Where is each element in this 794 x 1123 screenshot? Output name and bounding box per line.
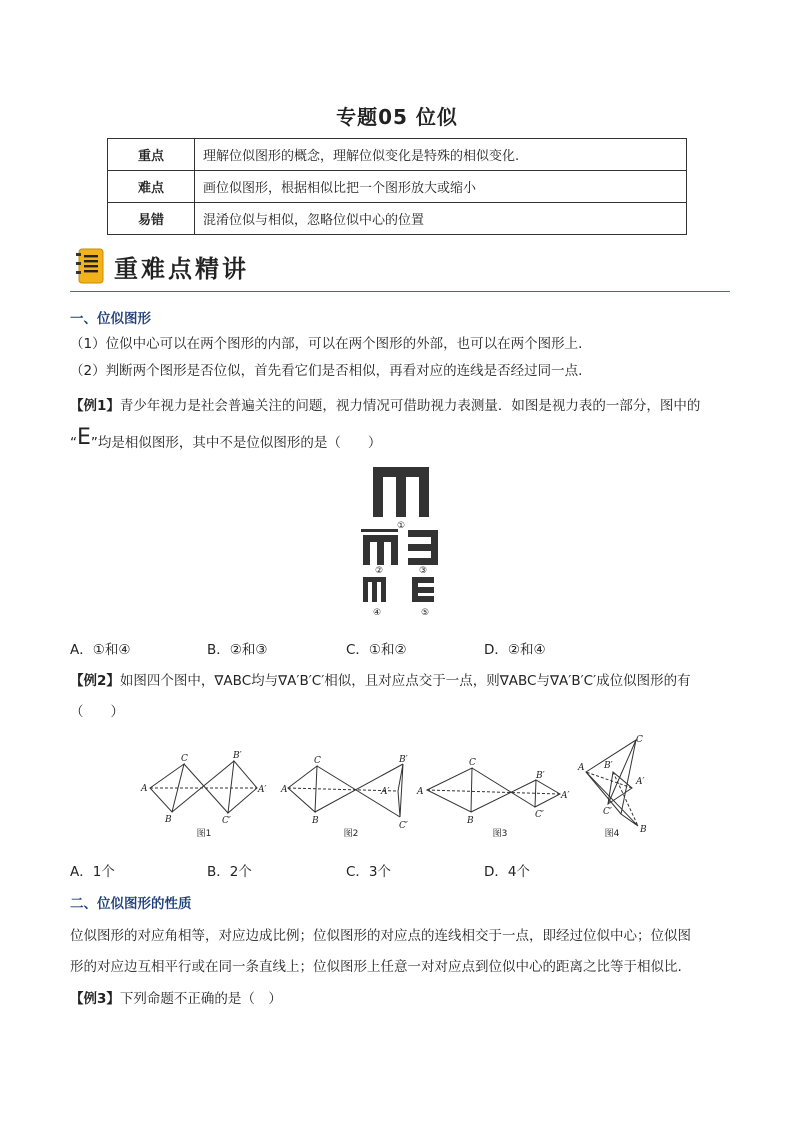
example-1-text-2: ”均是相似图形，其中不是位似图形的是（ ） bbox=[90, 435, 382, 451]
example-1-text-1: 青少年视力是社会普遍关注的问题，视力情况可借助视力表测量．如图是视力表的一部分，图中的 bbox=[119, 398, 701, 414]
part1-paragraph-2: （2）判断两个图形是否位似，首先看它们是否相似，再看对应的连线是否经过同一点. bbox=[70, 363, 583, 379]
vision-chart-figure bbox=[355, 463, 455, 623]
example-1-line-1 bbox=[70, 394, 700, 414]
vertex-label-b: B bbox=[312, 816, 319, 826]
vertex-label-a-prime: A′ bbox=[258, 785, 267, 795]
figure-4-caption: 图4 bbox=[604, 829, 620, 839]
notebook-icon bbox=[76, 248, 106, 284]
figure-1-caption: 图1 bbox=[196, 829, 212, 839]
figure-3-caption: 图3 bbox=[492, 829, 508, 839]
example-1-option-c: C．①和② bbox=[346, 642, 407, 658]
vertex-label-b: B bbox=[640, 825, 647, 835]
vertex-label-b-prime: B′ bbox=[604, 761, 613, 771]
vertex-label-a: A bbox=[141, 784, 148, 794]
vertex-label-a-prime: A′ bbox=[561, 791, 570, 801]
keypoints-table bbox=[107, 138, 687, 235]
example-2-option-c: C．3个 bbox=[346, 864, 392, 880]
example-2-line-2: （ ） bbox=[70, 704, 124, 720]
example-3-line bbox=[70, 987, 282, 1007]
example-1-line-2 bbox=[70, 425, 382, 453]
part2-paragraph-2: 形的对应边互相平行或在同一条直线上；位似图形上任意一对对应点到位似中心的距离之比等于相似比. bbox=[70, 959, 682, 975]
example-1-option-b: B．②和③ bbox=[207, 642, 268, 658]
keypoint-key: 难点 bbox=[108, 171, 195, 203]
keypoint-text: 混淆位似与相似，忽略位似中心的位置 bbox=[195, 203, 687, 235]
vertex-label-b: B bbox=[467, 816, 474, 826]
example-2-option-d: D．4个 bbox=[484, 864, 530, 880]
keypoint-key: 易错 bbox=[108, 203, 195, 235]
vertex-label-a: A bbox=[417, 787, 424, 797]
table-row bbox=[108, 139, 687, 171]
marker-2: ② bbox=[374, 566, 384, 576]
keypoint-text: 理解位似图形的概念，理解位似变化是特殊的相似变化. bbox=[195, 139, 687, 171]
table-row bbox=[108, 171, 687, 203]
vertex-label-a-prime: A′ bbox=[381, 787, 390, 797]
figure-2-caption: 图2 bbox=[343, 829, 359, 839]
example-2-label: 【例2】 bbox=[70, 673, 120, 689]
example-1-option-a: A．①和④ bbox=[70, 642, 131, 658]
example-3-label: 【例3】 bbox=[70, 991, 120, 1007]
vertex-label-c: C bbox=[181, 754, 188, 764]
e-glyph: E bbox=[77, 425, 91, 450]
vertex-label-c: C bbox=[636, 735, 643, 745]
example-2-option-a: A．1个 bbox=[70, 864, 115, 880]
open-quote: “ bbox=[70, 435, 77, 451]
example-3-text: 下列命题不正确的是（ ） bbox=[119, 991, 282, 1007]
part1-paragraph-1: （1）位似中心可以在两个图形的内部，可以在两个图形的外部，也可以在两个图形上. bbox=[70, 336, 583, 352]
triangle-figures bbox=[138, 732, 668, 844]
vertex-label-b-prime: B′ bbox=[399, 755, 408, 765]
example-2-line-1 bbox=[70, 669, 691, 689]
vertex-label-c-prime: C′ bbox=[399, 821, 408, 831]
vertex-label-c: C bbox=[314, 756, 321, 766]
vertex-label-a-prime: A′ bbox=[636, 777, 645, 787]
vertex-label-c-prime: C′ bbox=[603, 807, 612, 817]
part2-paragraph-1: 位似图形的对应角相等，对应边成比例；位似图形的对应点的连线相交于一点，即经过位似中心；位似图 bbox=[70, 928, 691, 944]
page-title: 专题05 位似 bbox=[336, 105, 458, 129]
vertex-label-c: C bbox=[469, 758, 476, 768]
vertex-label-a: A bbox=[281, 785, 288, 795]
part1-heading: 一、位似图形 bbox=[70, 311, 151, 327]
part2-heading: 二、位似图形的性质 bbox=[70, 896, 192, 912]
marker-1: ① bbox=[396, 521, 406, 531]
vertex-label-b-prime: B′ bbox=[233, 751, 242, 761]
keypoint-key: 重点 bbox=[108, 139, 195, 171]
vertex-label-a: A bbox=[578, 763, 585, 773]
example-1-option-d: D．②和④ bbox=[484, 642, 546, 658]
example-1-label: 【例1】 bbox=[70, 398, 120, 414]
vertex-label-b: B bbox=[165, 815, 172, 825]
example-2-text-1: 如图四个图中，∇ABC均与∇A′B′C′相似，且对应点交于一点，则∇ABC与∇A′B′C′成位似图形的有 bbox=[119, 673, 691, 689]
section-divider bbox=[70, 291, 730, 292]
keypoint-text: 画位似图形，根据相似比把一个图形放大或缩小 bbox=[195, 171, 687, 203]
vertex-label-c-prime: C′ bbox=[535, 810, 544, 820]
marker-5: ⑤ bbox=[420, 608, 430, 618]
section-title: 重难点精讲 bbox=[114, 254, 249, 283]
marker-4: ④ bbox=[372, 608, 382, 618]
example-2-option-b: B．2个 bbox=[207, 864, 252, 880]
vertex-label-c-prime: C′ bbox=[222, 816, 231, 826]
table-row bbox=[108, 203, 687, 235]
vertex-label-b-prime: B′ bbox=[536, 771, 545, 781]
marker-3: ③ bbox=[418, 566, 428, 576]
